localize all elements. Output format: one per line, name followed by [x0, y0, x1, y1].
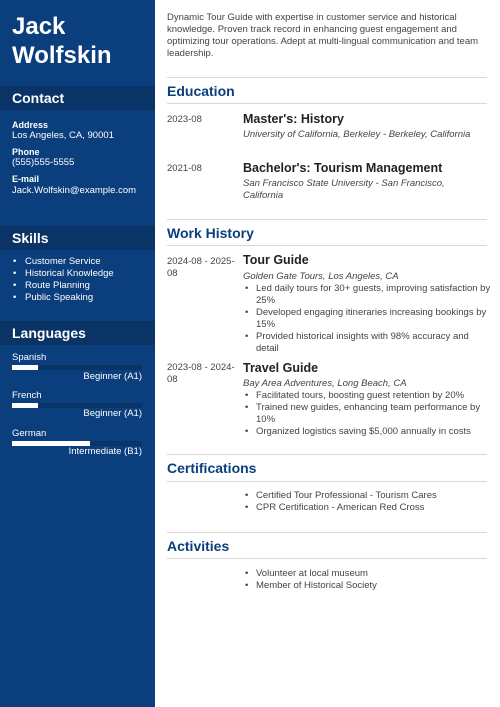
education-heading: Education [167, 83, 235, 99]
job-title: Tour Guide [243, 253, 309, 267]
languages-heading: Languages [0, 321, 155, 345]
divider [167, 532, 487, 533]
skill-item: • Historical Knowledge [12, 268, 114, 280]
job-bullet: • Developed engaging itineraries increasing bookings by 15% [243, 307, 493, 331]
summary: Dynamic Tour Guide with expertise in customer service and historical knowledge. Proven track record in enhancing guest engagement and optimizing tour operations. Adept at multi-lingual communication and team leadership. [167, 12, 479, 59]
skill-item: • Route Planning [12, 280, 114, 292]
divider [167, 219, 487, 220]
language-name: French [12, 390, 42, 401]
school-name: San Francisco State University - San Francisco, California [243, 178, 445, 201]
divider [167, 77, 487, 78]
phone-value: (555)555-5555 [12, 157, 75, 168]
certification-item: • CPR Certification - American Red Cross [243, 502, 493, 514]
first-name: Jack [12, 13, 66, 40]
language-level: Beginner (A1) [83, 371, 142, 382]
degree-title: Bachelor's: Tourism Management [243, 161, 443, 175]
candidate-name [12, 12, 112, 70]
phone-label: Phone [12, 147, 40, 157]
job-bullet: • Organized logistics saving $5,000 annually in costs [243, 426, 493, 438]
company-name: Bay Area Adventures, Long Beach, CA [243, 378, 407, 389]
divider [167, 558, 487, 559]
job-bullet: • Provided historical insights with 98% accuracy and detail [243, 331, 493, 355]
work-history-heading: Work History [167, 225, 254, 241]
language-level: Intermediate (B1) [68, 446, 142, 457]
skills-heading: Skills [0, 226, 155, 250]
degree-title: Master's: History [243, 112, 344, 126]
divider [167, 103, 487, 104]
contact-heading: Contact [0, 86, 155, 110]
activities-heading: Activities [167, 538, 230, 554]
job-bullets [243, 390, 493, 438]
divider [167, 454, 487, 455]
school-name: University of California, Berkeley - Berkeley, California [243, 129, 471, 140]
skills-list [12, 256, 114, 304]
education-date: 2023-08 [167, 114, 202, 125]
last-name: Wolfskin [12, 42, 112, 69]
activity-item: • Volunteer at local museum [243, 568, 493, 580]
job-title: Travel Guide [243, 361, 319, 375]
skill-item: • Customer Service [12, 256, 114, 268]
language-level: Beginner (A1) [83, 408, 142, 419]
job-bullets [243, 283, 493, 355]
divider [167, 481, 487, 482]
language-name: Spanish [12, 352, 47, 363]
certifications-heading: Certifications [167, 460, 257, 476]
activity-item: • Member of Historical Society [243, 580, 493, 592]
main-content [155, 0, 500, 707]
education-date: 2021-08 [167, 163, 202, 174]
job-bullet: • Facilitated tours, boosting guest retention by 20% [243, 390, 493, 402]
skill-item: • Public Speaking [12, 292, 114, 304]
job-bullet: • Trained new guides, enhancing team performance by 10% [243, 402, 493, 426]
language-name: German [12, 428, 47, 439]
sidebar [0, 0, 155, 707]
address-label: Address [12, 120, 49, 130]
company-name: Golden Gate Tours, Los Angeles, CA [243, 271, 399, 282]
certification-item: • Certified Tour Professional - Tourism Cares [243, 490, 493, 502]
activities-list [243, 568, 493, 592]
job-date: 2023-08 - 2024-08 [167, 362, 235, 385]
language-bar-fill [12, 365, 38, 370]
language-bar [12, 365, 142, 370]
divider [167, 245, 487, 246]
job-date: 2024-08 - 2025-08 [167, 256, 235, 279]
certifications-list [243, 490, 493, 514]
job-bullet: • Led daily tours for 30+ guests, improving satisfaction by 25% [243, 283, 493, 307]
address-value: Los Angeles, CA, 90001 [12, 130, 114, 141]
email-value: Jack.Wolfskin@example.com [12, 185, 137, 196]
email-label: E-mail [12, 174, 40, 184]
